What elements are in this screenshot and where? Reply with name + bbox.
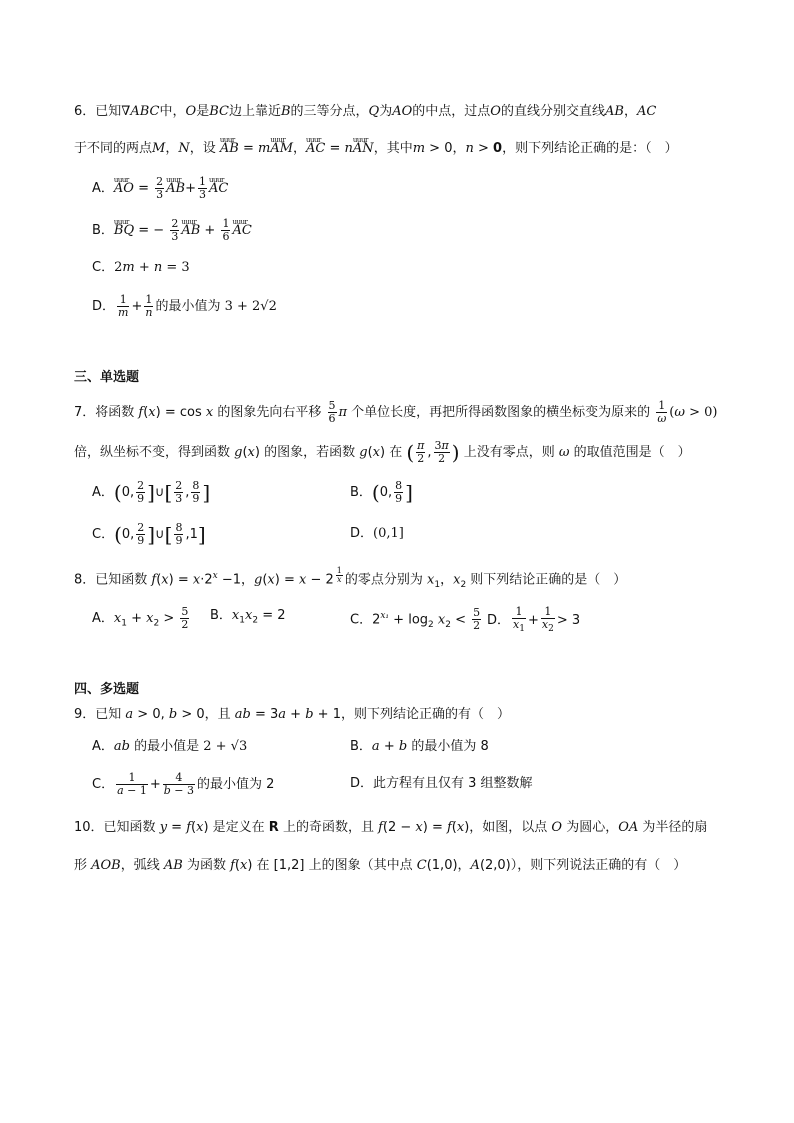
q6-line2: 于不同的两点M，N，设 uuur AB = muuur AM，uuur AC = nuuur AN，其中m > 0，n > 0，则下列结论正确的是：（ ） <box>74 139 678 159</box>
section-heading-single-choice: 三、单选题 <box>74 370 140 385</box>
q6-line1: 6．已知∇ABC中，O是BC边上靠近B的三等分点，Q为AO的中点，过点O的直线分别交直线AB，AC <box>74 104 657 119</box>
q6-option-d: D． $\frac{1}{m}$ + $\frac{1}{n}$ 的最小值为 3 + 2√2 <box>92 293 277 319</box>
q9-option-b: B．a + b 的最小值为 8 <box>350 739 489 754</box>
q8-option-c: C．$2^{x_1} + \log_2 x_2$ < $\frac{5}{2}$ <box>350 606 481 633</box>
q7-line1: 7．将函数 f(x) = cos x 的图象先向右平移 $\frac{5}{6}$ π 个单位长度，再把所得函数图象的横坐标变为原来的 $\frac{1}{\omega}$ (ω > 0) <box>74 399 718 425</box>
q9-line1: 9．已知 a > 0, b > 0，且 ab = 3a + b + 1，则下列结论正确的有（ ） <box>74 707 510 722</box>
q8-option-b: B．$x_1x_2 = 2$ <box>210 608 286 626</box>
q6-option-a: A．uuur AO = $\frac{2}{3}$ uuur AB+ $\frac{1}{3}$ uuur AC <box>92 176 228 201</box>
q9-option-d: D．此方程有且仅有 3 组整数解 <box>350 776 533 791</box>
q10-line1: 10．已知函数 y = f(x) 是定义在 R 上的奇函数，且 f(2 − x) = f(x)，如图，以点 O 为圆心，OA 为半径的扇 <box>74 820 708 835</box>
q7-option-c: C．(0, $\frac{2}{9}$ ]∪[ $\frac{8}{9}$ ,1] <box>92 521 206 547</box>
q8-option-d: D． $\frac{1}{x_1}$ + $\frac{1}{x_2}$ > 3 <box>487 605 581 635</box>
q7-option-d: D．(0,1] <box>350 526 404 541</box>
q9-option-a: A．ab 的最小值是 2 + √3 <box>92 739 248 754</box>
q7-option-a: A．(0, $\frac{2}{9}$ ]∪[ $\frac{2}{3}$ , $\frac{8}{9}$ ] <box>92 479 211 505</box>
q6-option-b: B．uuur BQ = − $\frac{2}{3}$ uuur AB + $\frac{1}{6}$ uuur AC <box>92 218 252 243</box>
q8-line1: 8．已知函数 $f(x) = x\cdot 2^x -1$，g(x) = x − 2 $^{\frac{1}{x}}$ 的零点分别为 $x_1$，$x_2$ 则下列结论正确的是（ ） <box>74 566 627 590</box>
q7-line2: 倍，纵坐标不变，得到函数 g(x) 的图象，若函数 g(x) 在 ( $\frac{\pi}{2}$ , $\frac{3\pi}{2}$ ) 上没有零点，则 ω 的取值范围是（ ） <box>74 439 691 465</box>
q6-number: 6．已知 <box>74 104 122 119</box>
q10-line2: 形 AOB，弧线 AB 为函数 f(x) 在 [1,2] 上的图象（其中点 C(1,0)，A(2,0)），则下列说法正确的有（ ） <box>74 858 687 873</box>
section-heading-multiple-choice: 四、多选题 <box>74 682 140 697</box>
q6-option-c: C．2m + n = 3 <box>92 260 190 275</box>
q9-option-c: C． $\frac{1}{a - 1}$ + $\frac{4}{b - 3}$ 的最小值为 2 <box>92 771 275 797</box>
q7-option-b: B．(0, $\frac{8}{9}$ ] <box>350 479 413 505</box>
q8-option-a: A．$x_1 + x_2$ > $\frac{5}{2}$ <box>92 605 189 631</box>
